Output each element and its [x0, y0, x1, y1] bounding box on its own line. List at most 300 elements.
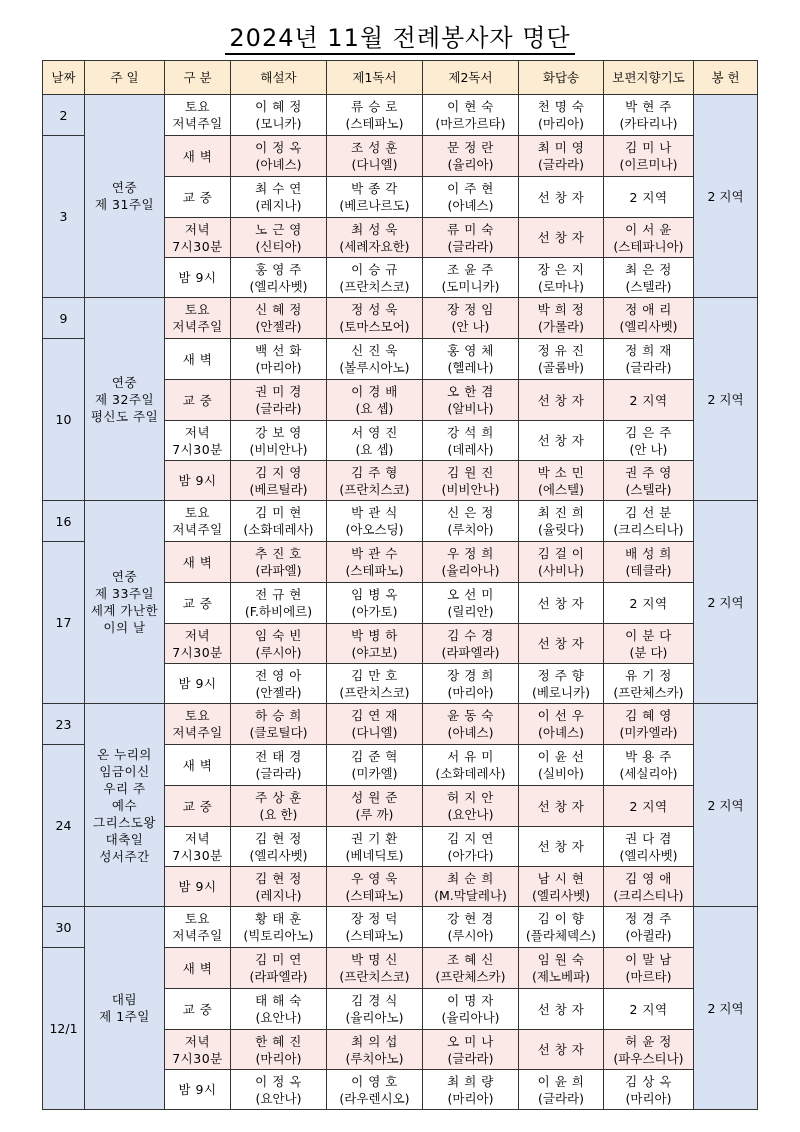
volunteer-name: 이 승 규 [351, 261, 398, 277]
roster-cell [604, 501, 694, 542]
roster-cell [423, 542, 519, 583]
roster-cell [604, 704, 694, 745]
service-time-line: 토요 [184, 708, 211, 723]
roster-cell [327, 948, 423, 989]
baptismal-name: (안 나) [629, 441, 668, 457]
baptismal-name: (파우스티나) [613, 1050, 684, 1066]
baptismal-name: (글라라) [625, 360, 672, 375]
roster-cell [519, 948, 604, 989]
baptismal-name: (세실리아) [619, 766, 678, 781]
volunteer-name: 주 상 훈 [255, 790, 302, 805]
roster-cell [423, 907, 519, 948]
liturgy-line: 온 누리의 [97, 746, 152, 762]
header-type: 구 분 [165, 61, 231, 95]
baptismal-name: (볼루시아노) [339, 360, 410, 375]
service-time-cell [165, 461, 231, 501]
service-time-line: 7시30분 [172, 441, 223, 457]
volunteer-name: 박 희 정 [537, 302, 585, 317]
volunteer-name: 전 규 현 [255, 587, 302, 602]
roster-cell [231, 664, 327, 704]
roster-cell [519, 664, 604, 704]
roster-cell [327, 827, 423, 867]
baptismal-name: (아퀼라) [625, 928, 672, 943]
service-time-cell [165, 786, 231, 827]
baptismal-name: (베르틸라) [249, 481, 308, 497]
baptismal-name: (크리스티나) [613, 522, 684, 537]
volunteer-name: 김 미 현 [255, 505, 302, 520]
service-time-cell [165, 339, 231, 380]
service-time-line: 저녁주일 [172, 116, 223, 131]
volunteer-name: 강 현 경 [447, 911, 494, 926]
volunteer-name: 김 상 옥 [625, 1073, 672, 1089]
volunteer-name: 조 성 훈 [351, 140, 398, 155]
roster-cell [327, 1070, 423, 1110]
volunteer-name: 장 은 지 [537, 261, 585, 277]
roster-cell [519, 380, 604, 421]
liturgy-cell [85, 298, 165, 501]
roster-cell [604, 339, 694, 380]
liturgy-line: 제 33주일 [94, 586, 155, 601]
roster-cell [519, 745, 604, 786]
baptismal-name: (프란치스코) [339, 278, 410, 294]
date-cell: 23 [43, 704, 85, 745]
volunteer-name: 이 윤 선 [537, 749, 585, 764]
volunteer-name: 박 소 민 [537, 464, 585, 480]
volunteer-name: 김 현 정 [255, 870, 302, 886]
roster-cell [423, 461, 519, 501]
baptismal-name: (글라라) [538, 157, 584, 172]
volunteer-name: 김 이 향 [537, 911, 585, 926]
roster-cell [604, 624, 694, 664]
roster-cell [423, 664, 519, 704]
volunteer-name: 유 기 정 [625, 667, 672, 683]
service-time-line: 저녁 [184, 424, 211, 440]
roster-cell [519, 583, 604, 624]
volunteer-name: 서 유 미 [447, 749, 494, 764]
baptismal-name: (라우렌시오) [339, 1090, 410, 1106]
baptismal-name: (소화데레사) [435, 766, 506, 781]
roster-cell [604, 177, 694, 218]
roster-cell [604, 95, 694, 136]
roster-cell [604, 907, 694, 948]
roster-cell [327, 542, 423, 583]
service-time-line: 교 중 [182, 798, 213, 814]
roster-cell [423, 786, 519, 827]
volunteer-name: 이 말 남 [625, 952, 672, 967]
volunteer-name: 2 지역 [629, 1001, 668, 1017]
header-row [43, 61, 758, 95]
roster-cell [327, 501, 423, 542]
baptismal-name: (베네딕토) [345, 847, 404, 863]
volunteer-name: 최 은 정 [625, 261, 672, 277]
roster-cell [423, 624, 519, 664]
baptismal-name: (데레사) [447, 441, 494, 457]
roster-cell [519, 298, 604, 339]
baptismal-name: (요 셉) [355, 441, 394, 457]
volunteer-name: 백 선 화 [255, 343, 302, 358]
volunteer-name: 이 혜 정 [255, 99, 302, 114]
baptismal-name: (루시아) [255, 644, 302, 660]
baptismal-name: (루치아노) [345, 1050, 404, 1066]
liturgy-line: 제 1주일 [99, 1009, 150, 1024]
roster-cell [423, 177, 519, 218]
service-time-line: 7시30분 [172, 847, 223, 863]
service-time-cell [165, 664, 231, 704]
volunteer-name: 최 진 희 [537, 505, 585, 520]
baptismal-name: (릴리안) [447, 604, 494, 619]
baptismal-name: (레지나) [255, 887, 302, 903]
volunteer-name: 이 주 현 [447, 181, 494, 196]
baptismal-name: (아녜스) [447, 725, 494, 740]
volunteer-name: 선 창 자 [537, 230, 585, 245]
roster-cell [231, 421, 327, 461]
baptismal-name: (엘리사벳) [531, 887, 591, 903]
volunteer-name: 윤 동 숙 [447, 708, 494, 723]
roster-cell [231, 1030, 327, 1070]
service-time-cell [165, 95, 231, 136]
roster-cell [231, 177, 327, 218]
volunteer-name: 박 용 주 [625, 749, 672, 764]
volunteer-name: 이 윤 희 [537, 1073, 585, 1089]
baptismal-name: (율리아) [447, 157, 494, 172]
service-time-cell [165, 745, 231, 786]
baptismal-name: (안젤라) [255, 684, 302, 700]
baptismal-name: (율리아노) [345, 1010, 404, 1025]
liturgy-line: 이의 날 [103, 620, 146, 635]
baptismal-name: (M.막달레나) [434, 887, 507, 903]
baptismal-name: (모니카) [255, 116, 302, 131]
baptismal-name: (마리아) [255, 360, 302, 375]
baptismal-name: (요안나) [447, 807, 494, 822]
roster-cell [423, 989, 519, 1030]
service-time-line: 밤 9시 [178, 473, 217, 488]
roster-cell [423, 501, 519, 542]
baptismal-name: (이르미나) [619, 157, 678, 172]
baptismal-name: (베르나르도) [339, 198, 410, 213]
offering-cell: 2 지역 [694, 501, 758, 704]
baptismal-name: (다니엘) [351, 725, 398, 740]
volunteer-name: 류 미 숙 [447, 221, 494, 237]
baptismal-name: (로마나) [538, 278, 584, 294]
service-time-cell [165, 177, 231, 218]
volunteer-name: 천 명 숙 [537, 99, 585, 114]
baptismal-name: (스테파노) [345, 887, 404, 903]
liturgy-cell [85, 704, 165, 907]
volunteer-name: 선 창 자 [537, 189, 585, 205]
roster-cell [327, 258, 423, 298]
offering-cell: 2 지역 [694, 907, 758, 1110]
service-time-cell [165, 867, 231, 907]
date-cell: 3 [43, 136, 85, 298]
baptismal-name: (아가다) [447, 847, 494, 863]
baptismal-name: (비비안나) [249, 441, 308, 457]
service-time-cell [165, 298, 231, 339]
volunteer-name: 강 석 희 [447, 424, 494, 440]
baptismal-name: (베로니카) [531, 684, 591, 700]
service-time-line: 밤 9시 [178, 1082, 217, 1097]
liturgy-line: 연중 [111, 374, 138, 390]
volunteer-name: 신 은 정 [447, 505, 494, 520]
volunteer-name: 정 유 진 [537, 343, 585, 358]
baptismal-name: (아가토) [351, 604, 398, 619]
roster-cell [519, 989, 604, 1030]
volunteer-name: 추 진 호 [255, 546, 302, 561]
baptismal-name: (아녜스) [447, 198, 494, 213]
volunteer-name: 2 지역 [629, 189, 668, 205]
volunteer-name: 김 수 경 [447, 627, 494, 643]
volunteer-name: 김 영 애 [625, 870, 672, 886]
liturgy-line: 그리스도왕 [93, 814, 156, 830]
baptismal-name: (에스텔) [538, 481, 584, 497]
service-time-line: 저녁주일 [172, 725, 223, 740]
roster-cell [231, 989, 327, 1030]
volunteer-name: 오 선 미 [447, 587, 494, 602]
service-time-line: 새 벽 [182, 148, 213, 164]
service-time-line: 새 벽 [182, 757, 213, 773]
volunteer-name: 박 관 수 [351, 546, 398, 561]
service-time-line: 저녁 [184, 830, 211, 846]
volunteer-name: 선 창 자 [537, 1001, 585, 1017]
service-time-cell [165, 1030, 231, 1070]
roster-body [43, 95, 758, 1110]
roster-cell [423, 218, 519, 258]
service-time-cell [165, 583, 231, 624]
roster-cell [519, 218, 604, 258]
service-time-line: 교 중 [182, 189, 213, 205]
volunteer-name: 태 해 숙 [255, 993, 302, 1008]
volunteer-name: 김 준 혁 [351, 749, 398, 764]
roster-cell [327, 1030, 423, 1070]
roster-cell [423, 380, 519, 421]
baptismal-name: (율리아나) [441, 563, 500, 578]
header-prayers: 보편지향기도 [604, 61, 694, 95]
volunteer-name: 2 지역 [629, 595, 668, 611]
volunteer-name: 정 경 주 [625, 911, 672, 926]
header-date: 날짜 [43, 61, 85, 95]
roster-cell [423, 583, 519, 624]
volunteer-name: 선 창 자 [537, 595, 585, 611]
baptismal-name: (마리아) [447, 1090, 494, 1106]
volunteer-name: 선 창 자 [537, 1042, 585, 1057]
roster-cell [231, 501, 327, 542]
roster-cell [327, 421, 423, 461]
baptismal-name: (프란치스코) [339, 969, 410, 984]
header-commentator: 해설자 [231, 61, 327, 95]
volunteer-name: 이 명 자 [447, 993, 494, 1008]
roster-cell [519, 907, 604, 948]
roster-cell [231, 461, 327, 501]
volunteer-name: 박 현 주 [625, 99, 672, 114]
baptismal-name: (프란치스코) [339, 684, 410, 700]
baptismal-name: (프란치스코) [339, 481, 410, 497]
roster-cell [423, 867, 519, 907]
roster-cell [604, 948, 694, 989]
baptismal-name: (알비나) [447, 401, 494, 416]
volunteer-name: 류 승 로 [351, 99, 398, 114]
service-time-cell [165, 907, 231, 948]
volunteer-name: 이 선 우 [537, 708, 585, 723]
service-time-line: 새 벽 [182, 351, 213, 367]
baptismal-name: (다니엘) [351, 157, 398, 172]
volunteer-name: 김 지 연 [447, 830, 494, 846]
baptismal-name: (마리아) [255, 1050, 302, 1066]
baptismal-name: (글라라) [255, 766, 302, 781]
liturgy-line: 예수 [111, 797, 138, 813]
volunteer-name: 최 희 량 [447, 1073, 494, 1089]
roster-cell [231, 786, 327, 827]
volunteer-name: 정 애 리 [625, 302, 672, 317]
volunteer-name: 선 창 자 [537, 839, 585, 854]
baptismal-name: (요 셉) [355, 401, 394, 416]
baptismal-name: (안젤라) [255, 319, 302, 334]
volunteer-name: 선 창 자 [537, 798, 585, 814]
service-time-cell [165, 542, 231, 583]
service-time-cell [165, 380, 231, 421]
roster-cell [327, 704, 423, 745]
roster-cell [231, 827, 327, 867]
roster-cell [327, 989, 423, 1030]
header-psalm: 화답송 [519, 61, 604, 95]
page-title [0, 18, 800, 53]
baptismal-name: (미카엘) [351, 766, 398, 781]
date-cell: 2 [43, 95, 85, 136]
baptismal-name: (글라라) [447, 1050, 494, 1066]
volunteer-name: 권 주 영 [625, 464, 672, 480]
roster-cell [519, 827, 604, 867]
header-reading1: 제1독서 [327, 61, 423, 95]
volunteer-name: 장 정 임 [447, 302, 494, 317]
volunteer-name: 김 미 나 [625, 140, 672, 155]
roster-cell [231, 258, 327, 298]
service-time-line: 교 중 [182, 1001, 213, 1017]
volunteer-name: 김 선 분 [625, 505, 672, 520]
baptismal-name: (아오스딩) [345, 522, 404, 537]
volunteer-name: 배 성 희 [625, 546, 672, 561]
baptismal-name: (엘리사벳) [619, 847, 678, 863]
volunteer-name: 임 숙 빈 [255, 627, 302, 643]
roster-cell [604, 867, 694, 907]
baptismal-name: (마리아) [538, 116, 584, 131]
liturgy-line: 대림 [111, 992, 138, 1007]
roster-cell [519, 867, 604, 907]
baptismal-name: (스테파노) [345, 116, 404, 131]
roster-cell [604, 786, 694, 827]
volunteer-name: 권 미 경 [255, 384, 302, 399]
roster-cell [423, 258, 519, 298]
baptismal-name: (스테파니아) [613, 238, 684, 254]
roster-cell [231, 867, 327, 907]
baptismal-name: (빅토리아노) [243, 928, 314, 943]
volunteer-name: 김 경 식 [351, 993, 398, 1008]
baptismal-name: (엘리사벳) [249, 847, 308, 863]
volunteer-name: 권 기 환 [351, 830, 398, 846]
service-time-line: 새 벽 [182, 960, 213, 976]
date-cell: 30 [43, 907, 85, 948]
volunteer-name: 이 서 윤 [625, 221, 672, 237]
baptismal-name: (토마스모어) [339, 319, 410, 334]
roster-cell [604, 218, 694, 258]
roster-cell [327, 664, 423, 704]
service-time-line: 토요 [184, 911, 211, 926]
baptismal-name: (스테파노) [345, 563, 404, 578]
volunteer-name: 오 미 나 [447, 1033, 494, 1049]
baptismal-name: (라파엘) [255, 563, 302, 578]
table-row [43, 907, 758, 948]
roster-cell [423, 136, 519, 177]
baptismal-name: (라파엘라) [441, 644, 500, 660]
liturgy-line: 임금이신 [99, 763, 150, 779]
volunteer-name: 홍 영 주 [255, 261, 302, 277]
roster-cell [423, 704, 519, 745]
baptismal-name: (안 나) [451, 319, 490, 334]
date-cell: 16 [43, 501, 85, 542]
roster-cell [423, 1070, 519, 1110]
liturgy-line: 우리 주 [103, 780, 146, 796]
roster-cell [327, 867, 423, 907]
roster-cell [327, 907, 423, 948]
baptismal-name: (글라라) [447, 238, 494, 254]
volunteer-name: 신 진 욱 [351, 343, 398, 358]
baptismal-name: (요안나) [255, 1010, 302, 1025]
roster-cell [231, 380, 327, 421]
service-time-line: 토요 [184, 99, 211, 114]
roster-cell [604, 461, 694, 501]
volunteer-name: 하 승 희 [255, 708, 302, 723]
baptismal-name: (마리아) [447, 684, 494, 700]
baptismal-name: (루시아) [447, 928, 494, 943]
volunteer-name: 최 순 희 [447, 870, 494, 886]
roster-cell [519, 421, 604, 461]
roster-cell [604, 664, 694, 704]
baptismal-name: (마리아) [625, 1090, 672, 1106]
header-reading2: 제2독서 [423, 61, 519, 95]
roster-cell [604, 542, 694, 583]
roster-cell [423, 298, 519, 339]
liturgy-line: 평신도 주일 [90, 408, 159, 424]
roster-cell [423, 745, 519, 786]
volunteer-name: 최 미 영 [537, 140, 585, 155]
page-title-text: 2024년 11월 전례봉사자 명단 [225, 24, 574, 55]
service-time-cell [165, 218, 231, 258]
roster-cell [327, 298, 423, 339]
liturgy-line: 제 32주일 [94, 391, 155, 407]
roster-cell [604, 298, 694, 339]
roster-cell [423, 827, 519, 867]
baptismal-name: (가롤라) [538, 319, 584, 334]
service-time-line: 밤 9시 [178, 270, 217, 285]
offering-cell: 2 지역 [694, 95, 758, 298]
volunteer-name: 2 지역 [629, 798, 668, 814]
baptismal-name: (율리아나) [441, 1010, 500, 1025]
baptismal-name: (크리스티나) [613, 887, 684, 903]
volunteer-name: 남 시 현 [537, 870, 585, 886]
baptismal-name: (엘리사벳) [249, 278, 308, 294]
offering-cell: 2 지역 [694, 298, 758, 501]
volunteer-name: 정 희 재 [625, 343, 672, 358]
roster-cell [327, 218, 423, 258]
volunteer-name: 노 근 영 [255, 221, 302, 237]
baptismal-name: (스텔라) [625, 278, 672, 294]
roster-cell [519, 1030, 604, 1070]
roster-table [42, 60, 758, 1110]
roster-cell [231, 907, 327, 948]
volunteer-name: 김 미 연 [255, 952, 302, 967]
baptismal-name: (제노베파) [531, 969, 591, 984]
baptismal-name: (카타리나) [619, 116, 678, 131]
volunteer-name: 이 분 다 [625, 627, 672, 643]
volunteer-name: 황 태 훈 [255, 911, 302, 926]
roster-cell [519, 501, 604, 542]
